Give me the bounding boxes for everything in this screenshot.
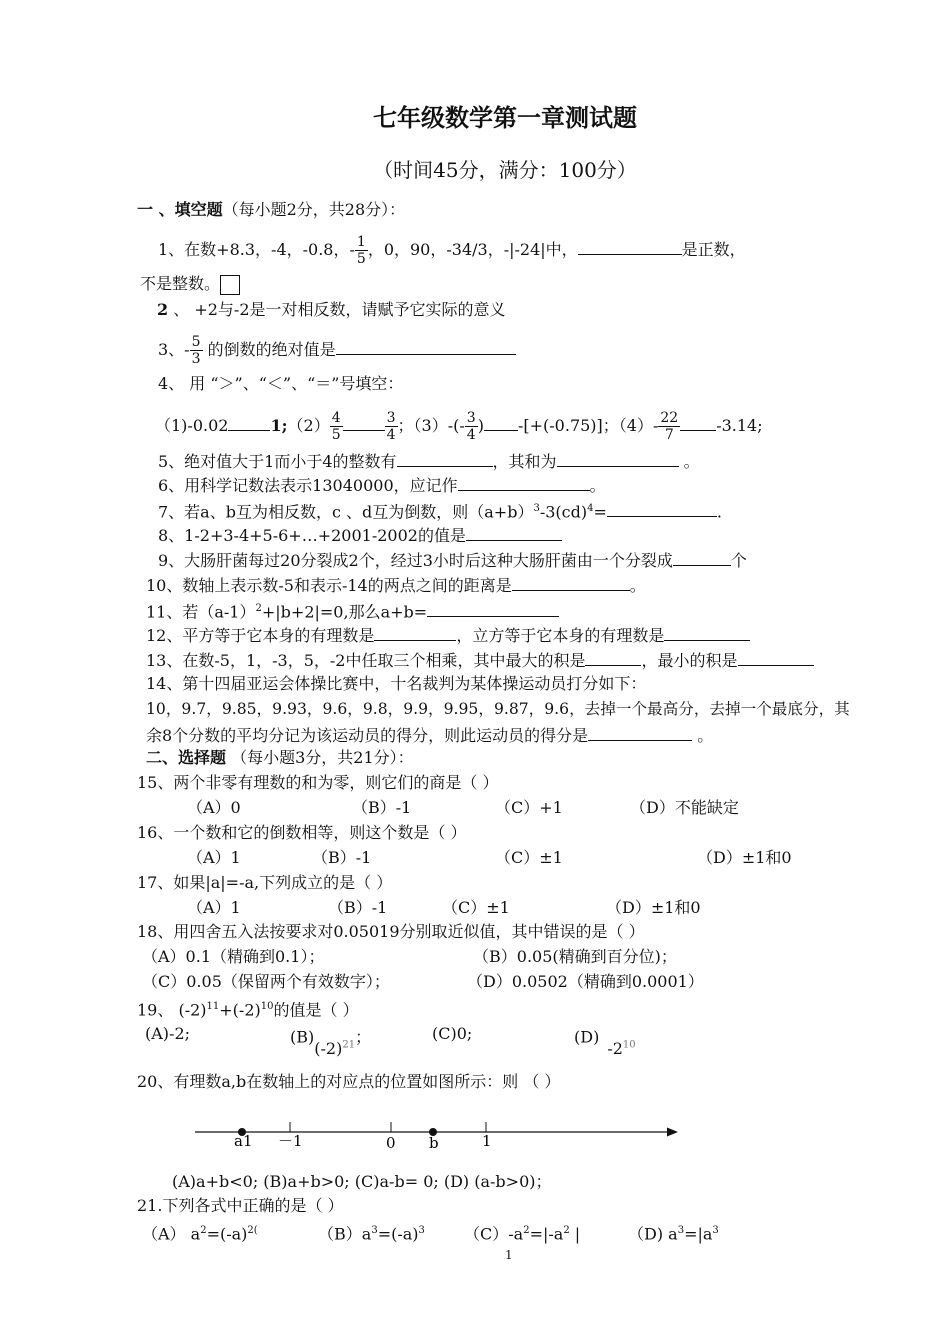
label-a1: a1 [234,1132,253,1150]
q6-text: 6、用科学记数法表示13040000，应记作 [158,476,458,495]
question-20: 20、有理数a,b在数轴上的对应点的位置如图所示：则 （ ） [137,1072,561,1091]
q9-end: 个 [730,551,747,570]
q1-frac-num: 1 [356,234,366,250]
q13-blank-1[interactable] [585,649,641,666]
q21-b-label: （B）a [318,1224,372,1244]
q19-option-b[interactable] [290,1024,372,1059]
question-4: 4、 用 “＞”、“＜”、“＝”号填空： [158,374,404,393]
q3-prefix: 3、- [158,340,190,359]
page-title: 七年级数学第一章测试题 [373,103,637,132]
q15-option-d[interactable]: （D）不能缺定 [630,798,739,817]
q17-option-d[interactable]: （D）±1和0 [606,898,701,917]
q19-b-end: ； [355,1027,372,1047]
q19-b-sup: 21 [342,1040,356,1051]
q9-text: 9、大肠肝菌每过20分裂成2个，经过3小时后这种大肠肝菌由一个分裂成 [158,551,673,570]
q21-b-sup2: 3 [418,1225,425,1236]
q5-end: 。 [678,452,700,471]
q13-text: 13、在数-5，1，-3，5，-2中任取三个相乘，其中最大的积是 [146,651,586,670]
q12-blank-1[interactable] [374,624,456,641]
q16-option-b[interactable]: （B）-1 [312,848,372,867]
q19-d-label: (D) [574,1027,600,1047]
q7-end: = [593,502,607,522]
q8-blank[interactable] [466,524,562,541]
q6-blank[interactable] [458,474,590,491]
q1-answer-box[interactable] [220,275,240,295]
q14-blank[interactable] [588,724,692,741]
question-14-scores: 10，9.7，9.85，9.93，9.6，9.8，9.9，9.95，9.87，9.6，去掉一个最高分，去掉一个最底分，其 [146,700,850,718]
q10-blank[interactable] [512,574,630,591]
q21-c-sup2: 2 [563,1225,570,1236]
q13-mid: ，最小的积是 [641,651,738,670]
q19-sup1: 11 [206,1001,220,1012]
q11-text: 11、若（a-1） [146,602,256,622]
q4-blank-2[interactable] [343,414,385,431]
q21-a-sup2: 2 [247,1225,254,1236]
q3-text: 的倒数的绝对值是 [202,340,336,359]
q7-blank[interactable] [607,500,717,517]
q1-line2: 不是整数。 [140,274,221,293]
question-12 [146,624,750,646]
q4-frac2-den: 4 [386,427,396,443]
q19-sup2: 10 [260,1001,274,1012]
q16-option-c[interactable]: （C）±1 [495,848,563,867]
question-1 [158,234,746,267]
question-1-line-2 [140,274,240,295]
question-19 [137,997,359,1020]
q4-frac4-num: 22 [660,410,679,426]
q4-part2: （2） [287,416,330,435]
page-number: 1 [505,1248,513,1262]
question-2 [157,300,506,320]
q21-a-end: ( [253,1225,258,1236]
q17-option-a[interactable]: （A）1 [187,898,241,917]
q19-option-d[interactable] [574,1024,636,1059]
q21-d-label: （D) a [628,1224,678,1244]
page-subtitle: （时间45分，满分：100分） [373,158,637,182]
section-1-heading [137,200,405,220]
q4-blank-4[interactable] [680,414,716,431]
question-16: 16、一个数和它的倒数相等，则这个数是（ ） [137,823,467,842]
q21-c-sup: 2 [523,1225,530,1236]
question-3 [158,334,516,367]
q4-part3: ；（3）-(- [397,416,465,435]
question-10 [146,574,646,596]
q19-text: 19、 (-2) [137,1000,207,1020]
q16-option-d[interactable]: （D）±1和0 [697,848,792,867]
section-2-note: （每小题3分，共21分）： [226,748,414,767]
q21-d-sup: 3 [677,1225,685,1236]
question-5 [158,450,700,472]
q2-text: 、 +2与-2是一对相反数，请赋予它实际的意义 [173,300,506,319]
label-zero: 0 [386,1134,396,1152]
q13-blank-2[interactable] [738,649,814,666]
q5-blank-2[interactable] [557,450,679,467]
label-one: 1 [482,1132,492,1150]
q12-text: 12、平方等于它本身的有理数是 [146,626,375,645]
q7-dot: . [716,502,722,522]
q21-option-c[interactable] [464,1221,580,1244]
q21-option-a[interactable] [142,1221,258,1244]
q21-a-mid: =(-a) [206,1224,248,1244]
q1-suffix: 是正数， [681,240,746,259]
q19-end: 的值是（ ） [273,1000,359,1020]
question-15: 15、两个非零有理数的和为零，则它们的商是（ ） [137,773,499,792]
q18-option-a[interactable]: （A）0.1（精确到0.1）； [142,947,325,966]
q9-blank[interactable] [673,549,731,566]
question-21: 21.下列各式中正确的是（ ） [137,1196,344,1215]
question-14: 14、第十四届亚运会体操比赛中，十名裁判为某体操运动员打分如下： [146,674,647,693]
label-b: b [429,1134,439,1152]
q14-line3: 余8个分数的平均分记为该运动员的得分，则此运动员的得分是 [146,726,589,745]
arrow-right-icon [667,1128,678,1137]
question-8 [158,524,562,546]
q19-b-value [314,1039,355,1058]
q21-c-label: （C）-a [464,1224,524,1244]
section-1-note: （每小题2分，共28分）： [222,200,406,219]
q21-option-d[interactable] [628,1221,719,1244]
q11-blank[interactable] [427,600,559,617]
q1-mid: ，0，90，-34/3，-|-24|中， [367,240,578,259]
q15-option-a[interactable]: （A）0 [187,798,241,817]
q4-frac2-num: 3 [386,410,396,426]
q11-end: +|b+2|=0,那么a+b= [261,602,428,622]
q5-mid: ，其和为 [492,452,557,471]
q4-part1-end: 1; [270,416,288,435]
q11-sup: 2 [255,603,262,614]
q21-d-mid: =|a [684,1224,713,1244]
q18-option-d[interactable]: （D）0.0502（精确到0.0001） [467,972,704,991]
q4-frac1-num: 4 [331,410,341,426]
q17-option-b[interactable]: （B）-1 [328,898,388,917]
q21-a-label: （A） a [142,1224,201,1244]
q7-sup1: 3 [533,503,540,514]
q5-blank-1[interactable] [397,450,493,467]
question-17: 17、如果|a|=-a,下列成立的是（ ） [137,873,393,892]
q4-blank-1[interactable] [228,414,270,431]
question-6 [158,474,606,496]
q1-fraction [355,234,368,267]
q18-option-c[interactable]: （C）0.05（保留两个有效数字）； [142,972,390,991]
q21-c-end: | [574,1224,581,1244]
question-4-parts [155,410,763,443]
q4-frac-2 [385,410,398,443]
q7-text: 7、若a、b互为相反数，c 、d互为倒数，则（a+b） [158,502,534,522]
q15-option-b[interactable]: （B）-1 [352,798,412,817]
q1-prefix: 1、在数+8.3，-4，-0.8，- [158,240,355,259]
q3-frac-den: 3 [191,351,201,367]
q1-blank[interactable] [578,238,682,255]
q4-frac-3 [465,410,478,443]
q4-frac3-den: 4 [466,427,476,443]
q3-frac-num: 5 [191,334,201,350]
q5-text: 5、绝对值大于1而小于4的整数有 [158,452,397,471]
q7-mid: -3(cd) [539,502,588,522]
q7-sup2: 4 [587,503,594,514]
q6-end: 。 [589,476,606,495]
q21-b-mid: =(-a) [377,1224,419,1244]
q20-options[interactable]: (A)a+b<0; (B)a+b>0; (C)a-b= 0; (D) (a-b>0)； [172,1172,552,1191]
q16-option-a[interactable]: （A）1 [187,848,241,867]
q4-part1: （1)-0.02 [155,416,229,435]
question-7 [158,499,722,522]
q19-mid: +(-2) [219,1000,261,1020]
q14-end: 。 [692,726,714,745]
q4-part4-end: -3.14; [716,416,763,435]
q21-c-mid: =|-a [529,1224,564,1244]
q21-b-sup: 3 [371,1225,378,1236]
question-11 [146,599,559,622]
q4-frac3-num: 3 [466,410,476,426]
q4-frac1-den: 5 [331,427,341,443]
q19-option-c[interactable]: (C)0; [432,1024,473,1043]
q3-fraction [190,334,203,367]
q19-b-base: (-2) [314,1039,343,1059]
label-minus-one: －1 [278,1132,303,1150]
section-1-title: 一 、填空题 [137,200,223,219]
q21-a-sup: 2 [200,1225,207,1236]
q21-d-sup2: 3 [712,1225,719,1236]
q19-option-a[interactable]: (A)-2; [145,1024,191,1043]
q17-option-c[interactable]: （C）±1 [442,898,510,917]
number-line [190,1110,690,1152]
q19-b-label: (B) [290,1027,315,1047]
q18-option-b[interactable]: （B）0.05(精确到百分位)； [473,947,677,966]
section-2-title: 二、选择题 [146,748,227,767]
q19-d-value [607,1039,635,1058]
q12-mid: ，立方等于它本身的有理数是 [456,626,665,645]
q2-number: 2 [157,300,169,319]
q4-frac-1 [330,410,343,443]
q10-text: 10、数轴上表示数-5和表示-14的两点之间的距离是 [146,576,512,595]
q4-frac4-den: 7 [664,427,674,443]
q4-frac-4 [658,410,680,443]
q4-part3-end: -[+(-0.75)]；（4）- [517,416,659,435]
question-9 [158,549,747,571]
q3-blank[interactable] [336,338,516,355]
q19-d-base: -2 [607,1039,623,1059]
q15-option-c[interactable]: （C）+1 [495,798,563,817]
question-13 [146,649,814,671]
question-14-line-3 [146,724,713,746]
question-18: 18、用四舍五入法按要求对0.05019分别取近似值，其中错误的是（ ） [137,922,645,941]
q4-blank-3[interactable] [484,414,518,431]
q19-d-sup: 10 [622,1040,636,1051]
q4-part3-close: ) [477,416,484,435]
q12-blank-2[interactable] [664,624,750,641]
q1-frac-den: 5 [356,251,366,267]
q8-text: 8、1-2+3-4+5-6+…+2001-2002的值是 [158,526,466,545]
q10-end: 。 [629,576,646,595]
q21-option-b[interactable] [318,1221,425,1244]
section-2-heading [146,748,414,768]
